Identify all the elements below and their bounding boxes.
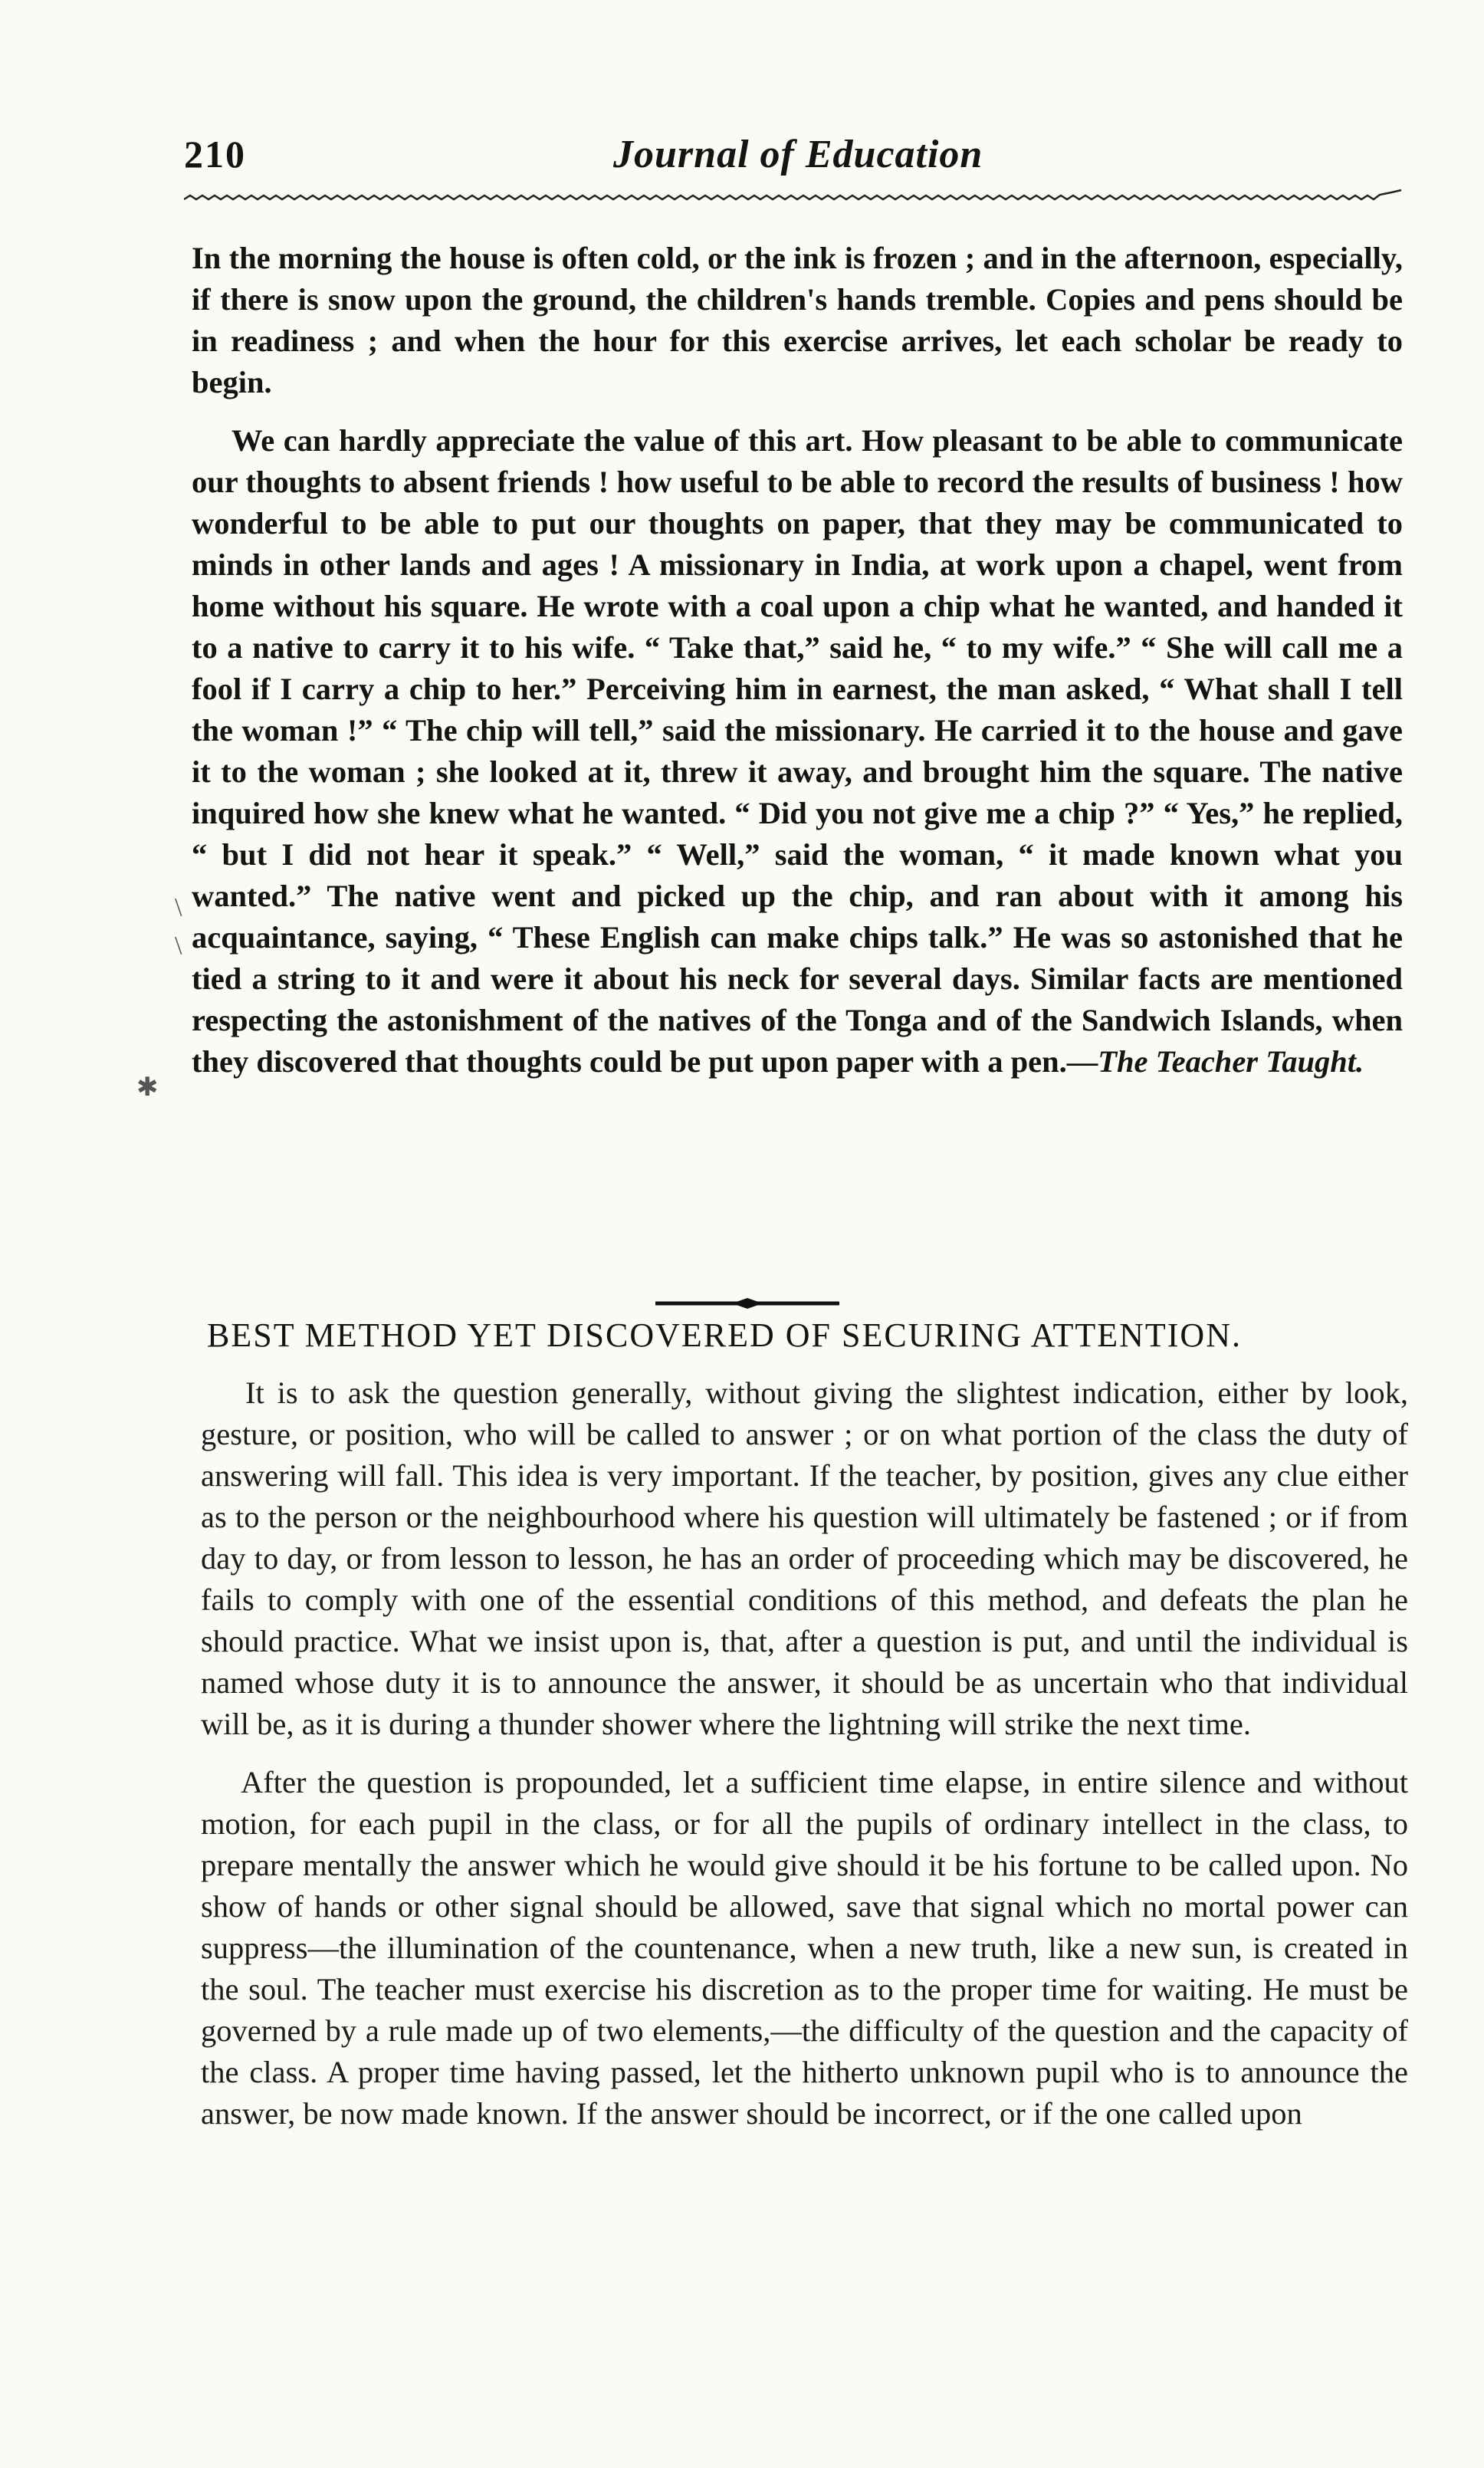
margin-mark: ✱ [136,1073,159,1102]
article-attention [201,1372,1408,2134]
margin-mark: \ [175,932,182,960]
paragraph-text: We can hardly appreciate the value of this art. How pleasant to be able to communicate our thoughts to absent friends ! how useful to be able to record the results of business ! how wonderful to be able to put our thoughts on paper, that they may be communicated to minds in other lands and ages ! A missionary in India, at work upon a chapel, went from home without his square. He wrote with a coal upon a chip what he wanted, and handed it to a native to carry it to his wife. “ Take that,” said he, “ to my wife.” “ She will call me a fool if I carry a chip to her.” Perceiving him in earnest, the man asked, “ What shall I tell the woman !” “ The chip will tell,” said the missionary. He carried it to the house and gave it to the woman ; she looked at it, threw it away, and brought him the square. The native inquired how she knew what he wanted. “ Did you not give me a chip ?” “ Yes,” he replied, “ but I did not hear it speak.” “ Well,” said the woman, “ it made known what you wanted.” The native went and picked up the chip, and ran about with it among his acquaintance, saying, “ These English can make chips talk.” He was so astonished that he tied a string to it and were it about his neck for several days. Similar facts are mentioned respecting the astonishment of the natives of the Tonga and of the Sandwich Islands, when they discovered that thoughts could be put upon paper with a pen.— [192,423,1403,1079]
paragraph: In the morning the house is often cold, or the ink is frozen ; and in the afternoon, especially, if there is snow upon the ground, the children's hands tremble. Copies and pens should be in readiness ; and when the hour for this exercise arrives, let each scholar be ready to begin. [192,241,1403,399]
attribution: The Teacher Taught. [1098,1044,1364,1079]
article-writing [192,238,1403,1083]
header-rule [184,189,1403,205]
page-number: 210 [184,133,246,176]
section-divider-ornament [655,1296,839,1311]
paragraph: It is to ask the question generally, without giving the slightest indication, either by look, gesture, or position, who will be called to answer ; or on what portion of the class the duty of answering will fall. This idea is very important. If the teacher, by position, gives any clue either as to the person or the neighbourhood where his question will ultimately be fastened ; or if from day to day, or from lesson to lesson, he has an order of proceeding which may be discovered, he fails to comply with one of the essential conditions of this method, and defeats the plan he should practice. What we insist upon is, that, after a question is put, and until the individual is named whose duty it is to announce the answer, it should be as uncertain who that individual will be, as it is during a thunder shower where the lightning will strike the next time. [201,1375,1408,1741]
running-title: Journal of Education [613,133,983,176]
margin-mark: \ [175,893,182,922]
section-heading: BEST METHOD YET DISCOVERED OF SECURING ATTENTION. [207,1316,1242,1354]
paragraph [192,420,1403,1083]
paragraph: After the question is propounded, let a sufficient time elapse, in entire silence and without motion, for each pupil in the class, or for all the pupils of ordinary intellect in the class, to prepare mentally the answer which he would give should it be his fortune to be called upon. No show of hands or other signal should be allowed, save that signal which no mortal power can suppress—the illumination of the countenance, when a new truth, like a new sun, is created in the soul. The teacher must exercise his discretion as to the proper time for waiting. He must be governed by a rule made up of two elements,—the difficulty of the question and the capacity of the class. A proper time having passed, let the hitherto unknown pupil who is to announce the answer, be now made known. If the answer should be incorrect, or if the one called upon [201,1765,1408,2131]
page-header [184,132,1380,178]
